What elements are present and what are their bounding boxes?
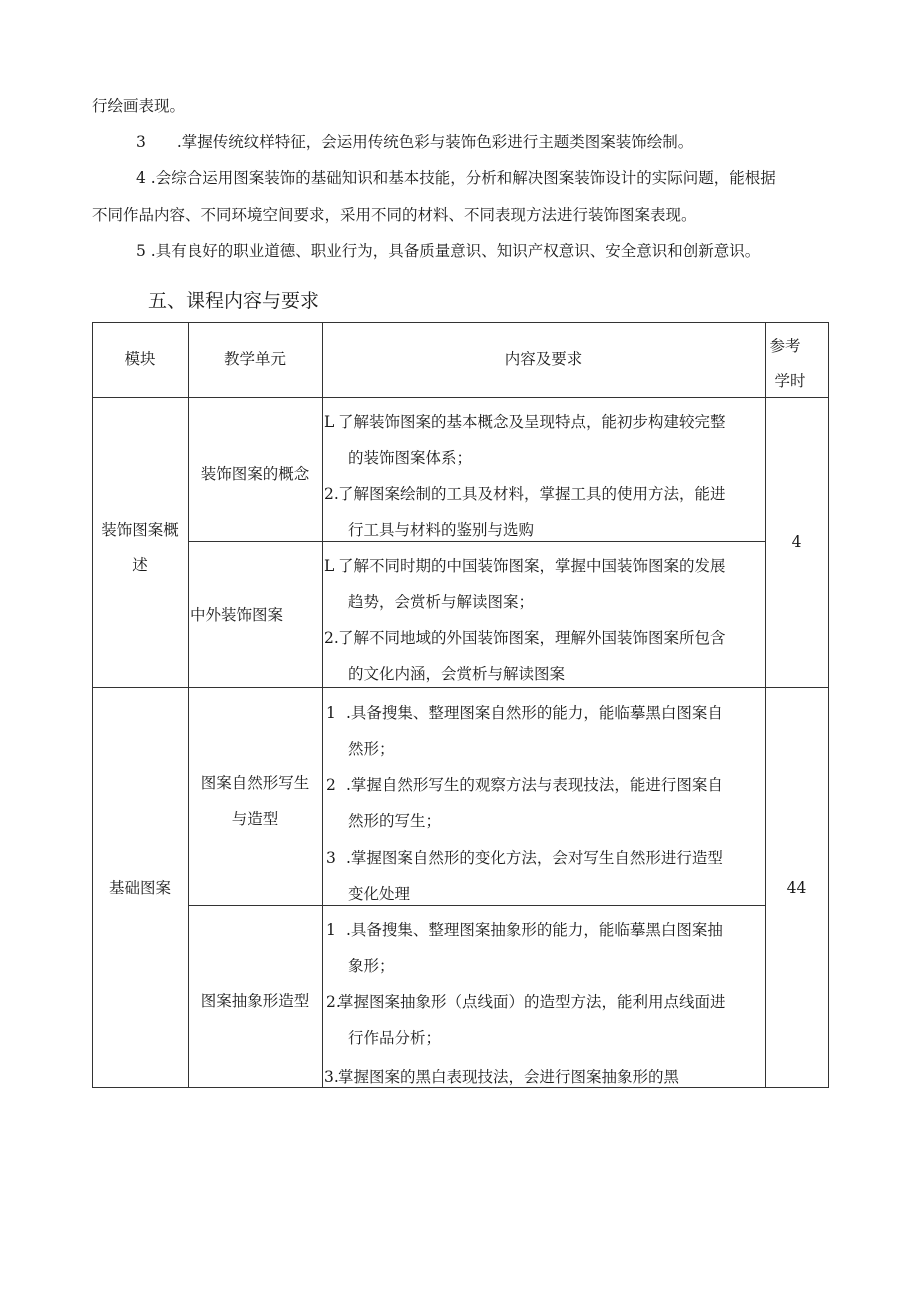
- item-text-line1: 了解不同时期的中国装饰图案，掌握中国装饰图案的发展: [338, 557, 726, 575]
- header-hours-line2: 学时: [774, 372, 806, 390]
- content-item-3-1: [324, 703, 764, 759]
- content-item-3-3: [324, 848, 764, 904]
- item-text-line2: 象形；: [348, 957, 395, 975]
- item-text-line1: .具备搜集、整理图案抽象形的能力，能临摹黑白图案抽: [346, 921, 723, 939]
- item-text-line1: .掌握自然形写生的观察方法与表现技法，能进行图案自: [346, 776, 723, 794]
- module-name-1-line1: 装饰图案概: [101, 521, 179, 539]
- item-text-line2: 变化处理: [348, 885, 411, 903]
- item-number: 1: [326, 921, 336, 939]
- item-text-line2: 的装饰图案体系；: [348, 449, 473, 467]
- item-text-line2: 行工具与材料的鉴别与选购: [348, 521, 535, 539]
- unit-name-3-line2: 与造型: [231, 810, 279, 828]
- item-number: 1: [326, 704, 336, 722]
- intro-line-1: 行绘画表现。: [92, 97, 186, 115]
- module-divider: [92, 687, 829, 688]
- col-divider-1: [188, 322, 189, 1088]
- item-number: 2.: [324, 629, 339, 647]
- item-text-line1: 了解装饰图案的基本概念及呈现特点，能初步构建较完整: [338, 413, 726, 431]
- table-border-right: [828, 322, 829, 1088]
- item-text-line2: 然形；: [348, 740, 395, 758]
- item-number: 2: [326, 776, 336, 794]
- intro-line-4: 不同作品内容、不同环境空间要求，采用不同的材料、不同表现方法进行装饰图案表现。: [92, 206, 697, 224]
- header-content: 内容及要求: [504, 350, 583, 368]
- unit-name-3-line1: 图案自然形写生: [200, 774, 310, 792]
- item-text-line2: 行作品分析；: [348, 1029, 442, 1047]
- intro-line-5: 5 .具有良好的职业道德、职业行为，具备质量意识、知识产权意识、安全意识和创新意识。: [136, 242, 761, 260]
- item-number: 2.: [324, 485, 339, 503]
- module-name-2: 基础图案: [108, 879, 171, 897]
- item-text-line1: .具备搜集、整理图案自然形的能力，能临摹黑白图案自: [346, 704, 723, 722]
- module-hours-1: 4: [791, 533, 802, 551]
- header-divider: [92, 397, 829, 398]
- unit-name-1: 装饰图案的概念: [200, 465, 310, 483]
- content-item-2-2: [324, 628, 764, 684]
- module-name-1-line2: 述: [132, 556, 148, 574]
- unit-name-2: 中外装饰图案: [190, 606, 284, 624]
- intro-line-3: 4 .会综合运用图案装饰的基础知识和基本技能，分析和解决图案装饰设计的实际问题，能根据: [136, 169, 776, 187]
- item-text-line2: 趋势，会赏析与解读图案；: [348, 593, 535, 611]
- table-border-left: [92, 322, 93, 1088]
- table-border-top: [92, 322, 829, 323]
- item-text-line1: 掌握图案的黑白表现技法，会进行图案抽象形的黑: [338, 1068, 680, 1086]
- content-item-4-2: [324, 992, 764, 1048]
- item-number: 3.: [324, 1068, 339, 1086]
- header-unit: 教学单元: [223, 350, 286, 368]
- item-number: L: [324, 557, 335, 575]
- item-text-line1: 掌握图案抽象形（点线面）的造型方法，能利用点线面进: [338, 993, 726, 1011]
- header-module: 模块: [124, 350, 156, 368]
- module-hours-2: 44: [786, 879, 807, 897]
- intro-line-2: 3 .掌握传统纹样特征，会运用传统色彩与装饰色彩进行主题类图案装饰绘制。: [136, 133, 694, 151]
- content-item-1-1: [324, 412, 764, 468]
- course-content-table: [92, 322, 829, 1088]
- unit-name-4: 图案抽象形造型: [200, 992, 310, 1010]
- col-divider-3: [765, 322, 766, 1088]
- unit-divider-1: [188, 541, 765, 542]
- item-number: 3: [326, 849, 336, 867]
- content-item-2-1: [324, 556, 764, 612]
- content-item-1-2: [324, 484, 764, 540]
- item-text-line2: 然形的写生；: [348, 812, 442, 830]
- item-text-line1: 了解图案绘制的工具及材料，掌握工具的使用方法，能进: [338, 485, 726, 503]
- item-text-line2: 的文化内涵，会赏析与解读图案: [348, 665, 566, 683]
- item-text-line1: .掌握图案自然形的变化方法，会对写生自然形进行造型: [346, 849, 723, 867]
- content-item-4-3: [324, 1067, 764, 1087]
- table-border-bottom: [92, 1087, 829, 1088]
- content-item-3-2: [324, 775, 764, 831]
- item-number: 2.: [326, 993, 341, 1011]
- col-divider-2: [322, 322, 323, 1088]
- item-text-line1: 了解不同地域的外国装饰图案，理解外国装饰图案所包含: [338, 629, 726, 647]
- content-item-4-1: [324, 920, 764, 976]
- header-hours-line1: 参考: [769, 337, 801, 355]
- section-heading: 五、课程内容与要求: [148, 290, 320, 312]
- item-number: L: [324, 413, 335, 431]
- unit-divider-2: [188, 905, 765, 906]
